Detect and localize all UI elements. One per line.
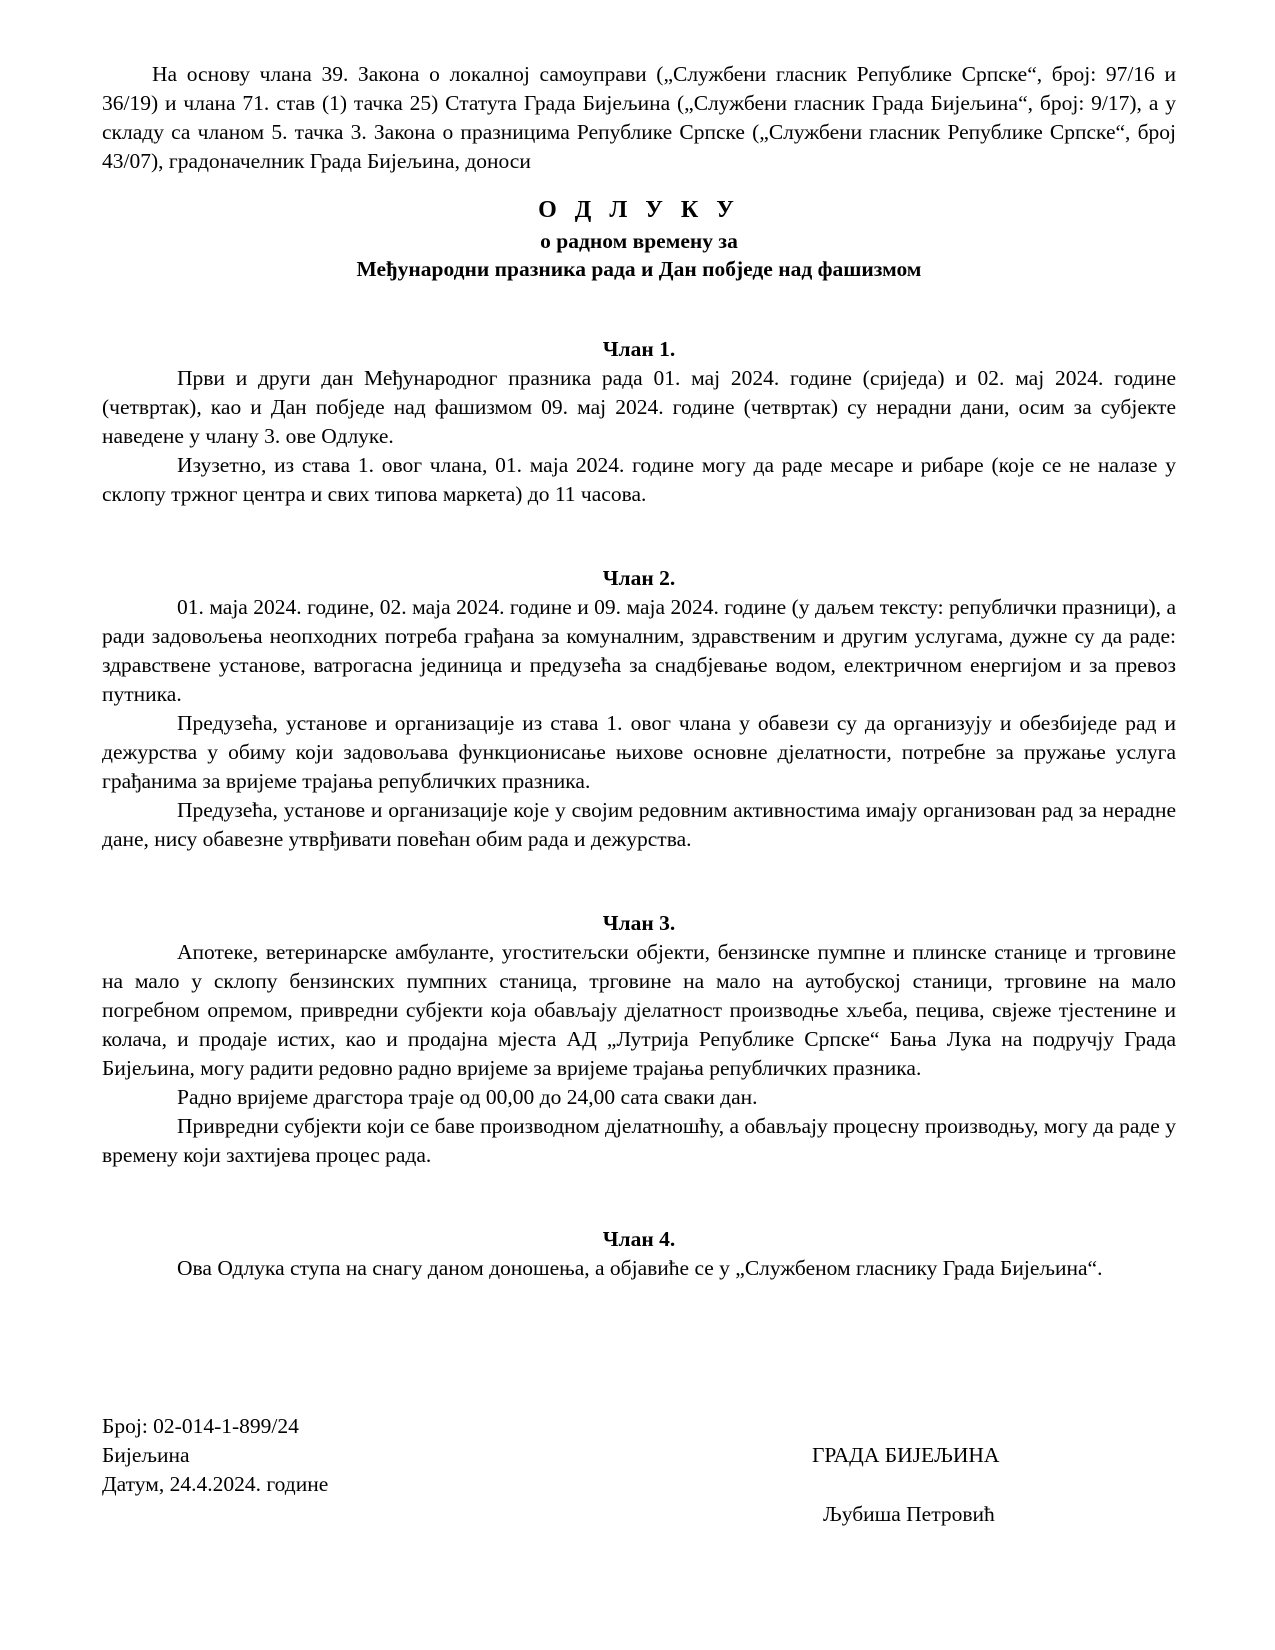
article-1-paragraph-1: Први и други дан Међународног празника рада 01. мај 2024. године (сриједа) и 02. мај 2024. године (четвртак), као и Дан побједе над фашизмом 09. мај 2024. године (четвртак) су нерадни дани, осим за субјекте наведене у члану 3. ове Одлуке. xyxy=(102,366,1176,448)
document-reference xyxy=(102,1412,328,1499)
article-3-paragraph-1: Апотеке, ветеринарске амбуланте, угоститељски објекти, бензинске пумпне и плинске станице и трговине на мало у склопу бензинских пумпних станица, трговине на мало на аутобуској станици, трговине на мало погребном опремом, привредни субјекти која обављају дјелатност производње хљеба, пецива, свјеже тјестенине и колача, и продаје истих, као и продајна мјеста АД „Лутрија Републике Српске“ Бања Лука на подручју Града Бијељина, могу радити редовно радно вријеме за вријеме трајања републичких празника. xyxy=(102,940,1176,1080)
article-3-paragraph-3: Привредни субјекти који се баве производном дјелатношћу, а обављају процесну производњу, могу да раде у времену који захтијева процес рада. xyxy=(102,1114,1176,1167)
article-2-paragraph-1: 01. маја 2024. године, 02. маја 2024. године и 09. маја 2024. године (у даљем тексту: републички празници), а ради задовољења неопходних потреба грађана за комуналним, здравственим и другим услугама, дужне су да раде: здравствене установе, ватрогасна јединица и предузећа за снадбјевање водом, електричном енергијом и за превоз путника. xyxy=(102,595,1176,706)
decision-title: О Д Л У К У xyxy=(538,197,740,223)
article-2-paragraph-3: Предузећа, установе и организације које у својим редовним активностима имају организован рад за нерадне дане, нису обавезне утврђивати повећан обим рада и дежурства. xyxy=(102,798,1176,851)
article-3 xyxy=(102,909,1176,1170)
document-page xyxy=(102,60,1176,1283)
reference-number: Број: 02-014-1-899/24 xyxy=(102,1414,299,1438)
decision-subtitle-line-1: о радном времену за xyxy=(540,229,738,253)
article-2-paragraph-2: Предузећа, установе и организације из става 1. овог члана у обавези су да организују и обезбиједе рад и дежурства у обиму који задовољава функционисање њихове основне дјелатности, потребне за пружање услуга грађанима за вријеме трајања републичких празника. xyxy=(102,711,1176,793)
reference-date: Датум, 24.4.2024. године xyxy=(102,1472,329,1496)
signatory-name: Љубиша Петровић xyxy=(823,1502,995,1526)
article-1 xyxy=(102,335,1176,509)
article-2-title: Члан 2. xyxy=(602,566,676,590)
article-4 xyxy=(102,1225,1176,1283)
article-1-paragraph-2: Изузетно, из става 1. овог члана, 01. маја 2024. године могу да раде месаре и рибаре (које се не налазе у склопу тржног центра и свих типова маркета) до 11 часова. xyxy=(102,453,1176,506)
article-4-title: Члан 4. xyxy=(602,1227,676,1251)
reference-city: Бијељина xyxy=(102,1443,190,1467)
signing-authority: ГРАДА БИЈЕЉИНА xyxy=(812,1443,1000,1467)
preamble: На основу члана 39. Закона о локалној самоуправи („Службени гласник Републике Српске“, број: 97/16 и 36/19) и члана 71. став (1) тачка 25) Статута Града Бијељина („Службени гласник Града Бијељина“, број: 9/17), а у складу са чланом 5. тачка 3. Закона о празницима Републике Српске („Службени гласник Републике Српске“, број 43/07), градоначелник Града Бијељина, доноси xyxy=(102,62,1176,173)
decision-subtitle-line-2: Међународни празника рада и Дан побједе над фашизмом xyxy=(356,257,922,281)
article-1-title: Члан 1. xyxy=(602,337,676,361)
article-4-paragraph-1: Ова Одлука ступа на снагу даном доношења, а објавиће се у „Службеном гласнику Града Бијељина“. xyxy=(177,1256,1103,1280)
article-3-paragraph-2: Радно вријеме драгстора траје од 00,00 до 24,00 сата сваки дан. xyxy=(177,1085,758,1109)
article-2 xyxy=(102,564,1176,854)
decision-heading xyxy=(102,193,1176,283)
article-3-title: Члан 3. xyxy=(602,911,676,935)
